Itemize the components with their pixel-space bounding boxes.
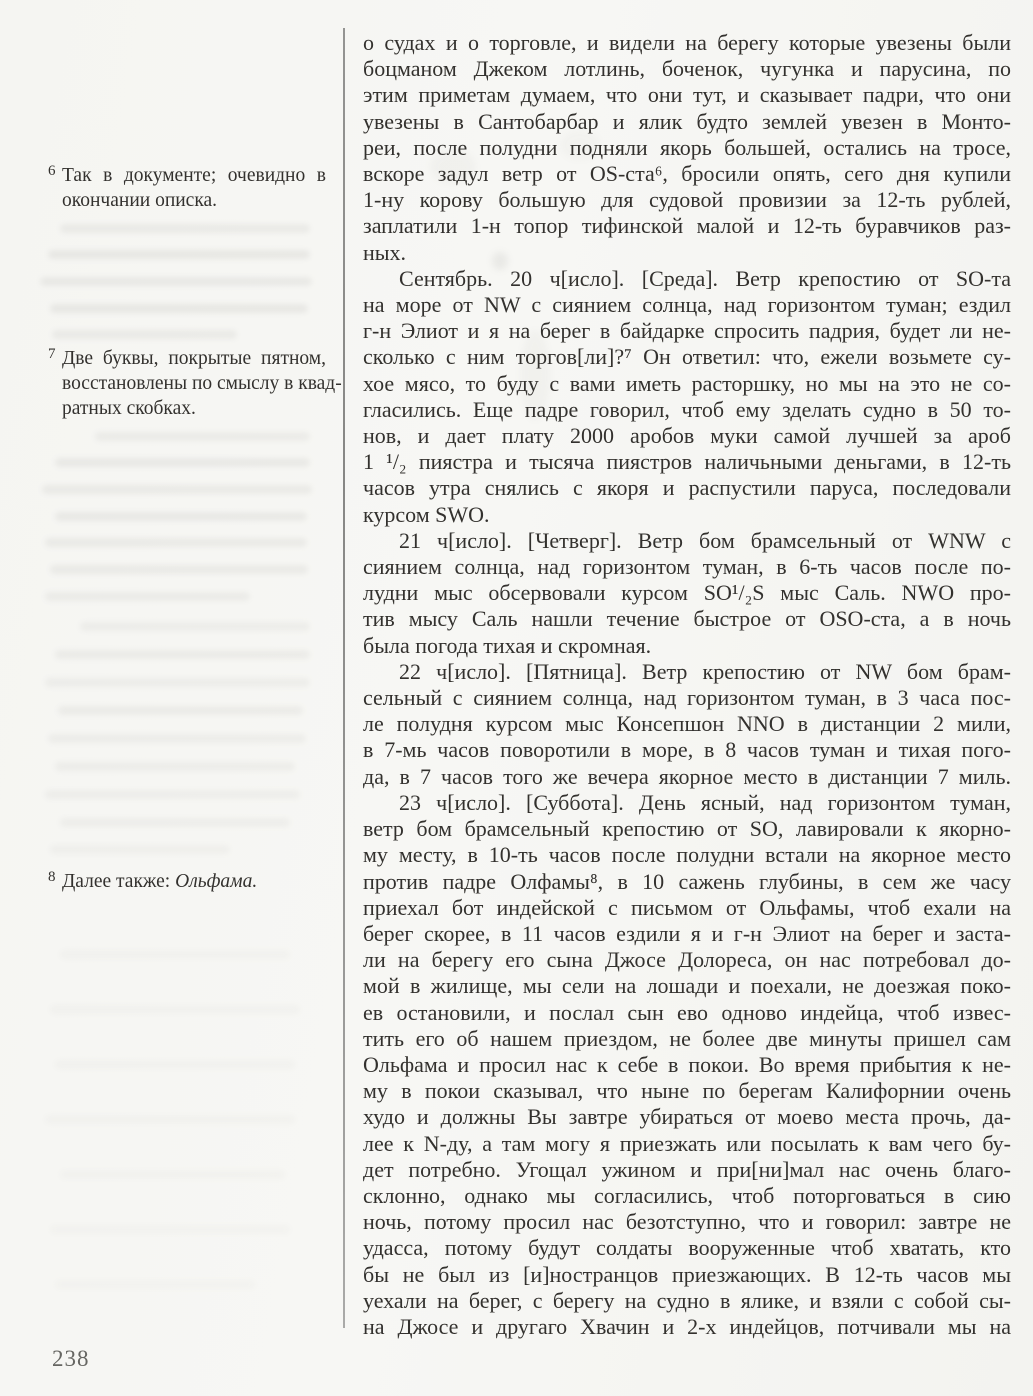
text-line: приехал бот индейской с письмом от Ольфамы, чтоб ехали на: [363, 894, 1011, 920]
text-line: удасса, потому будут солдаты вооруженные чтоб хватать, кто: [363, 1235, 1011, 1261]
footnote-marker: 7: [48, 346, 56, 362]
text-line: Ольфама и просил нас к себе в покои. Во время прибытия к не-: [363, 1051, 1011, 1077]
footnote-marker: 6: [48, 163, 56, 179]
paragraph: [363, 30, 1011, 266]
text-line: боцманом Джеком лотлинь, боченок, чугунка и парусина, по: [363, 56, 1011, 82]
footnote-text-segment: окончании описка.: [62, 190, 218, 211]
text-line: о судах и о торговле, и видели на берегу которые увезены были: [363, 30, 1011, 55]
text-line: ных.: [363, 239, 407, 265]
footnote-line: [62, 396, 326, 421]
footnote-text-segment: восстановлены по смыслу в квад-: [62, 373, 342, 394]
text-line: тить его об нашем приездом, не более две минуты пришел сам: [363, 1025, 1011, 1051]
text-line: 23 ч[исло]. [Суббота]. День ясный, над горизонтом туман,: [399, 789, 1011, 815]
text-line: реи, после полудни подняли якорь большей, остались на тросе,: [363, 134, 1011, 160]
text-line: против падре Олфамы⁸, в 10 сажень глубины, в сем же часу: [363, 868, 1011, 894]
smudge: [50, 1005, 300, 1014]
column-divider-line: [343, 28, 345, 1328]
smudge: [45, 538, 307, 547]
smudge: [45, 678, 310, 687]
text-line: уехали на берег, с берегу на судно в ялике, и взяли с собой сы-: [363, 1287, 1011, 1313]
smudge: [55, 512, 307, 521]
smudge: [45, 790, 300, 799]
smudge: [95, 432, 310, 441]
smudge: [45, 1115, 295, 1124]
text-line: лудни мыс обсервовали курсом SO¹/₂S мыс Саль. NWO про-: [363, 580, 1011, 606]
text-line: му месту, в 10-ть часов после полудни встали на якорное место: [363, 842, 1011, 868]
text-line: му в покои сказывал, что ныне по берегам Калифорнии очень: [363, 1078, 1011, 1104]
smudge: [48, 734, 306, 743]
smudge: [55, 762, 295, 771]
text-line: мой в жилище, мы сели на лошади и поехали, не доезжая поко-: [363, 973, 1011, 999]
smudge: [55, 1280, 255, 1289]
text-line: часов утра снялись с якоря и распустили паруса, последовали: [363, 475, 1011, 501]
paragraph: [363, 659, 1011, 790]
footnote-text-segment: ратных скобках.: [62, 398, 196, 419]
footnote-text-segment: Далее также:: [62, 871, 176, 892]
smudge: [58, 706, 303, 715]
smudge: [60, 1170, 285, 1179]
text-line: гласились. Еще падре говорил, чтоб ему зделать судно в 50 то-: [363, 396, 1011, 422]
text-line: этим приметам думаем, что они тут, и сказывает падри, что они: [363, 82, 1011, 108]
text-line: курсом SWO.: [363, 501, 490, 527]
text-line: вскоре задул ветр от OS-ста⁶, бросили опять, сего дня купили: [363, 161, 1011, 187]
footnote-7: [48, 346, 342, 421]
footnote-italic-text: Ольфама.: [175, 871, 258, 892]
text-line: худо и должны Вы завтре убираться от моево места прочь, да-: [363, 1104, 1011, 1130]
text-line: 22 ч[исло]. [Пятница]. Ветр крепостию от NW бом брам-: [399, 658, 1011, 684]
text-line: на Джосе и другаго Хвачин и 2-х индейцов, потчивали мы на: [363, 1313, 1011, 1339]
text-line: ле полудня курсом мыс Консепшон NNO в дистанции 2 мили,: [363, 711, 1011, 737]
text-line: дет потребно. Угощал ужином и при[ни]мал нас очень благо-: [363, 1156, 1011, 1182]
smudge: [40, 277, 312, 286]
text-line: ночь, потому просил нас безотступно, что и говорил: завтре не: [363, 1209, 1011, 1235]
text-line: сельный с сиянием солнца, над горизонтом туман, в 3 часа пос-: [363, 685, 1011, 711]
text-line: 1-ну корову большую для судовой провизии за 12-ть рублей,: [363, 187, 1011, 213]
text-line: сколько с ним торгов[ли]?⁷ Он ответил: что, ежели возьмете су-: [363, 344, 1011, 370]
smudge: [55, 650, 310, 659]
text-line: сиянием солнца, над горизонтом туман, в 6-ть часов после по-: [363, 554, 1011, 580]
text-line: склонно, однако мы согласились, чтоб поторговаться в сию: [363, 1182, 1011, 1208]
text-line: нов, и дает плату 2000 аробов муки самой лучшей за ароб: [363, 423, 1011, 449]
smudge: [80, 622, 310, 631]
text-line: берег скорее, в 11 часов ездили я и г-н Элиот на берег и заста-: [363, 920, 1011, 946]
footnote-line: [62, 346, 326, 371]
text-line: ев остановили, и послал сын ево одново индейца, чтоб извес-: [363, 999, 1011, 1025]
footnote-line: [62, 163, 326, 188]
page-number: 238: [52, 1346, 90, 1371]
text-line: 21 ч[исло]. [Четверг]. Ветр бом брамсельный от WNW с: [399, 527, 1011, 553]
smudge: [45, 592, 250, 601]
footnote-text: [62, 163, 326, 213]
paragraph: [363, 528, 1011, 659]
text-line: да, в 7 часов того же вечера якорное место в дистанции 7 миль.: [363, 763, 1011, 789]
text-line: ли на берегу его сына Джосе Долореса, он нас потребовал до-: [363, 947, 1011, 973]
text-line: в 7-мь часов поворотили в море, в 8 часов туман и тихая пого-: [363, 737, 1011, 763]
text-line: на море от NW с сиянием солнца, над горизонтом туман; ездил: [363, 292, 1011, 318]
smudge: [50, 304, 308, 313]
text-line: бы не был из [и]ностранцов приезжающих. В 12-ть часов мы: [363, 1261, 1011, 1287]
paragraph: [363, 266, 1011, 528]
text-line: Сентябрь. 20 ч[исло]. [Среда]. Ветр крепостию от SO-та: [399, 265, 1011, 291]
paragraph: [363, 790, 1011, 1340]
text-line: была погода тихая и скромная.: [363, 632, 652, 658]
smudge: [60, 224, 310, 233]
footnote-line: [62, 188, 326, 213]
smudge: [52, 330, 237, 339]
footnote-8: [48, 869, 326, 894]
text-line: ветр бом брамсельный крепостию от SO, лавировали к якорно-: [363, 816, 1011, 842]
smudge: [50, 565, 308, 574]
smudge: [60, 950, 290, 959]
text-line: г-н Элиот и я на берег в байдарке спросить падрия, будет ли не-: [363, 318, 1011, 344]
footnote-6: [48, 163, 326, 213]
footnote-line: [62, 869, 326, 894]
footnote-text: [62, 346, 342, 421]
smudge: [60, 818, 290, 827]
smudge: [55, 1060, 295, 1069]
smudge: [48, 250, 310, 259]
smudge: [50, 845, 230, 854]
footnote-marker: 8: [48, 869, 56, 885]
footnote-text-segment: Две буквы, покрытые пятном,: [62, 348, 326, 369]
text-line: лее к N-ду, а там могу я приезжать или посылать к вам чего бу-: [363, 1130, 1011, 1156]
main-text-column: [363, 30, 1011, 1340]
text-line: тив мысу Саль нашли течение быстрое от OSO-ста, а в ночь: [363, 606, 1011, 632]
smudge: [55, 458, 310, 467]
footnote-text-segment: Так в документе; очевидно в: [62, 165, 326, 186]
smudge: [42, 485, 312, 494]
text-line: увезены в Сантобарбар и ялик будто землей увезен в Монто-: [363, 108, 1011, 134]
text-line: заплатили 1-н топор тифинской малой и 12-ть буравчиков раз-: [363, 213, 1011, 239]
footnote-line: [62, 371, 342, 396]
text-line: 1 ¹/₂ пиястра и тысяча пиястров наличьными деньгами, в 12-ть: [363, 449, 1011, 475]
text-line: хое мясо, то буду с вами иметь расторшку, но мы на это не со-: [363, 370, 1011, 396]
smudge: [50, 1225, 290, 1234]
footnote-text: [62, 869, 326, 894]
